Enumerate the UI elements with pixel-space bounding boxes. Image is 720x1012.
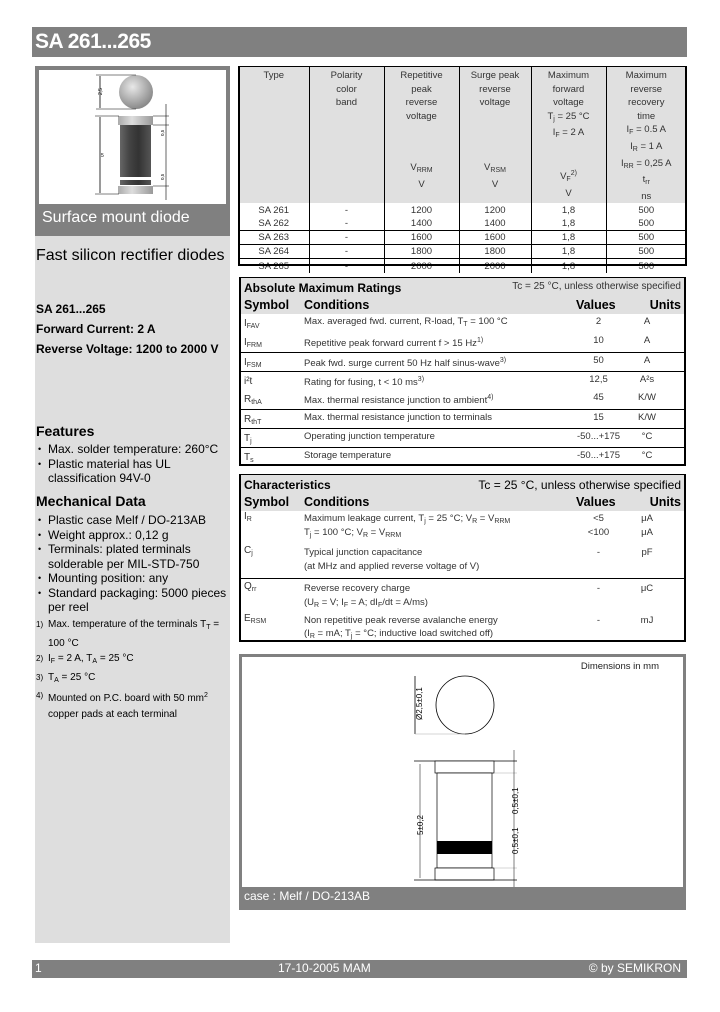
table-row: $T_j$ Operating junction temperature -50...+175 °C <box>241 428 684 447</box>
forward-current-label: Forward Current: 2 A <box>36 322 156 336</box>
footer-date: 17-10-2005 MAM <box>278 961 371 975</box>
svg-text:0,5: 0,5 <box>160 173 165 180</box>
characteristics-header: Characteristics Tc = 25 °C, unless otherwise specified Symbol Conditions Values Units <box>241 475 684 511</box>
product-photo <box>39 70 226 204</box>
reverse-voltage-label: Reverse Voltage: 1200 to 2000 V <box>36 342 219 356</box>
table-row: SA 262 - 1400 1400 1,8 500 <box>239 217 686 231</box>
footnote-2: 2) $I_F = 2$ A, $T_A = 25$ °C <box>36 653 134 665</box>
characteristics-title: Characteristics <box>244 478 331 492</box>
dimensions-box <box>239 654 686 910</box>
characteristics-table <box>239 474 686 642</box>
table-row: SA 261 - 1200 1200 1,8 500 <box>239 203 686 217</box>
features-list <box>36 442 230 486</box>
svg-text:0,5±0,1: 0,5±0,1 <box>511 787 520 814</box>
series-label: SA 261...265 <box>36 302 106 316</box>
table-row: $R_{thA}$ Max. thermal resistance junction to ambient$^{4)}$ 45 K/W <box>244 392 656 406</box>
type-table-header <box>239 67 686 203</box>
table-row: $R_{thT}$ Max. thermal resistance junction to terminals 15 K/W <box>241 409 684 428</box>
table-row: $I_R$ Maximum leakage current, $T_j = 25$ °C; $V_R = V_{RRM}$ <5 μA $T_j = 100$ °C; $V_R = V_{RRM}$ <100 μA <box>244 511 653 539</box>
page-title-bar <box>32 27 687 57</box>
col-vf: Maximum forward voltage $T_j = 25$ °C $I_F = 2$ A $V_F^{2)}$ V <box>531 67 606 203</box>
page-number: 1 <box>35 961 42 975</box>
table-row: $Q_{rr}$ Reverse recovery charge - μC ($U_R = V$; $I_F = A$; $dI_F/dt = A/ms$) <box>241 578 684 611</box>
col-vrsm: Surge peak reverse voltage $V_{RSM}$ V <box>459 67 531 203</box>
table-row: SA 265 - 2000 2000 1,8 500 <box>239 258 686 273</box>
features-heading: Features <box>36 423 95 439</box>
characteristics-temp-cond: Tc = 25 °C, unless otherwise specified <box>478 478 681 492</box>
package-outline-icon <box>242 657 683 887</box>
footnote-3: 3) $T_A = 25$ °C <box>36 671 96 684</box>
table-row: $C_j$ Typical junction capacitance - pF (at MHz and applied reverse voltage of V) <box>244 545 653 572</box>
col-trr: Maximum reverse recovery time $I_F = 0.5$ A $I_R = 1$ A $I_{RR} = 0,25$ A $t_{rr}$ ns <box>606 67 686 203</box>
features-list-item: • Plastic material has UL classification 94V-0 <box>36 457 230 486</box>
mechanical-heading: Mechanical Data <box>36 493 146 509</box>
case-caption: case : Melf / DO-213AB <box>244 889 371 903</box>
col-vrrm: Repetitive peak reverse voltage $V_{RRM}$ V <box>384 67 459 203</box>
svg-text:Ø2,5±0,1: Ø2,5±0,1 <box>415 687 424 720</box>
table-row: SA 264 - 1800 1800 1,8 500 <box>239 244 686 258</box>
table-row: $I_{FAV}$ Max. averaged fwd. current, R-load, $T_T = 100$ °C 2 A <box>244 316 651 330</box>
footer-copyright: © by SEMIKRON <box>588 961 681 975</box>
svg-text:5: 5 <box>101 153 104 159</box>
dimensions-note: Dimensions in mm <box>580 661 659 672</box>
col-polarity: Polarity color band <box>309 67 384 203</box>
table-row: $I_{FSM}$ Peak fwd. surge current 50 Hz half sinus-wave$^{3)}$ 50 A <box>241 352 684 371</box>
product-photo-box <box>35 66 230 236</box>
photo-caption: Surface mount diode <box>42 209 190 226</box>
svg-text:5±0,2: 5±0,2 <box>416 815 425 835</box>
mechanical-list-item: • Weight approx.: 0,12 g <box>36 528 230 543</box>
footnote-4: 4) Mounted on P.C. board with 50 $mm^2$ copper pads at each terminal <box>36 691 208 720</box>
mechanical-list-item: • Terminals: plated terminals solderable per MIL-STD-750 <box>36 542 230 571</box>
svg-text:2,5: 2,5 <box>98 88 104 95</box>
table-row: $I_{FRM}$ Repetitive peak forward current f > 15 Hz$^{1)}$ 10 A <box>244 335 651 349</box>
abs-max-title: Absolute Maximum Ratings <box>244 281 402 295</box>
svg-text:0,5±0,1: 0,5±0,1 <box>511 827 520 854</box>
table-row: SA 263 - 1600 1600 1,8 500 <box>239 230 686 244</box>
col-type: Type <box>239 67 309 203</box>
page-footer <box>32 960 687 978</box>
footnote-1: 1) Max. temperature of the terminals $T_T = 100$ °C <box>36 619 220 649</box>
abs-max-header: Absolute Maximum Ratings Tc = 25 °C, unless otherwise specified Symbol Conditions Values Units <box>241 278 684 314</box>
product-title: Fast silicon rectifier diodes <box>36 247 225 264</box>
table-row: $T_s$ Storage temperature -50...+175 °C <box>241 447 684 465</box>
abs-max-table <box>239 277 686 466</box>
diode-illustration-icon <box>39 70 226 204</box>
mechanical-list <box>36 513 230 615</box>
features-list-item: • Max. solder temperature: 260°C <box>36 442 230 457</box>
abs-max-temp-cond: Tc = 25 °C, unless otherwise specified <box>512 281 681 292</box>
mechanical-list-item: • Standard packaging: 5000 pieces per reel <box>36 586 230 615</box>
footnotes <box>36 617 230 722</box>
left-panel <box>35 66 230 943</box>
table-row: $E_{RSM}$ Non repetitive peak reverse avalanche energy - mJ ($I_R$ = mA; $T_j = ^\circ C$; inductive load switched off) <box>244 613 654 640</box>
mechanical-list-item: • Plastic case Melf / DO-213AB <box>36 513 230 528</box>
table-row: i²t Rating for fusing, t < 10 $ms^{3)}$ 12,5 A²s <box>241 371 684 390</box>
page-title: SA 261...265 <box>35 30 151 53</box>
dimensions-drawing <box>242 657 683 887</box>
mechanical-list-item: • Mounting position: any <box>36 571 230 586</box>
type-table <box>239 67 686 273</box>
svg-text:0,5: 0,5 <box>160 129 165 136</box>
